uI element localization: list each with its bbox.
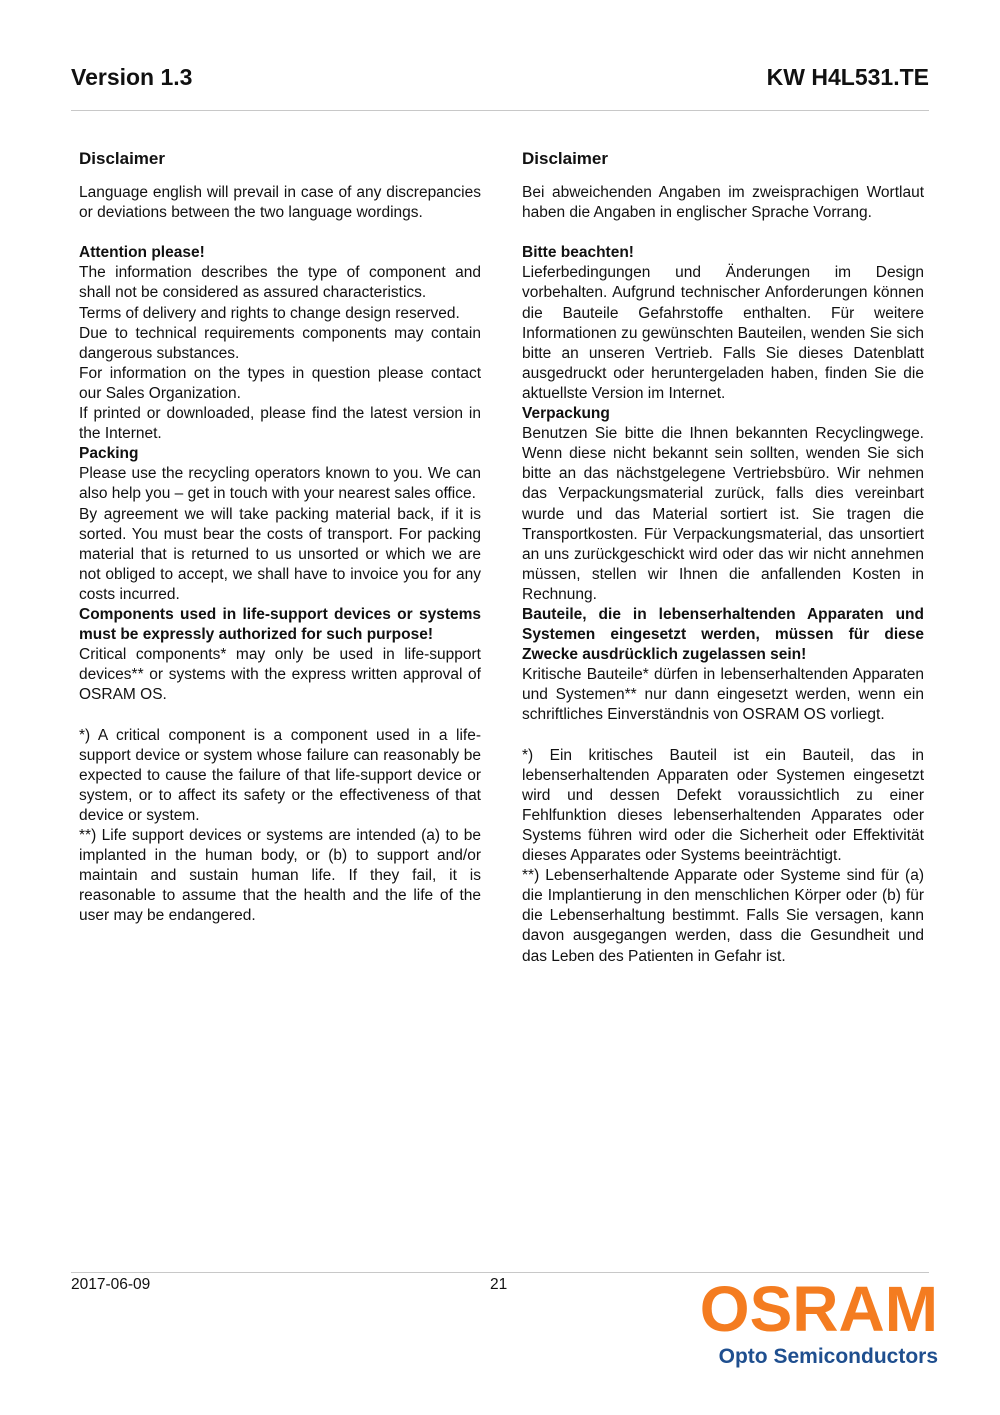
attention-paragraph: Due to technical requirements components may contain dangerous substances. [79,324,481,362]
life-support-heading: Bauteile, die in lebenserhaltenden Apparaten und Systemen eingesetzt werden, müssen für diese Zwecke ausdrücklich zugelassen sein! [522,605,924,664]
part-number: KW H4L531.TE [766,64,929,90]
logo-tagline: Opto Semiconductors [718,1345,938,1368]
page-number: 21 [490,1276,508,1293]
life-support-paragraph: Kritische Bauteile* dürfen in lebenserhaltenden Apparaten und Systemen** nur dann eingesetzt werden, wenn ein schriftliches Einverständnis von OSRAM OS vorliegt. [522,666,924,724]
attention-heading: Attention please! [79,244,205,262]
life-support-paragraph: Critical components* may only be used in life-support devices** or systems with the express written approval of OSRAM OS. [79,646,481,704]
disclaimer-title: Disclaimer [79,149,165,168]
attention-paragraph: Terms of delivery and rights to change design reserved. [79,304,460,322]
packing-heading: Packing [79,445,139,463]
attention-paragraph: Lieferbedingungen und Änderungen im Design vorbehalten. Aufgrund technischer Anforderungen können die Bauteile Gefahrstoffe enthalten. Für weitere Informationen zu gewünschten Bauteilen, wenden Sie sich bitte an unseren Vertrieb. Falls Sie dieses Datenblatt ausgedruckt oder heruntergeladen haben, finden Sie die aktuellste Version im Internet. [522,264,924,402]
attention-paragraph: For information on the types in question please contact our Sales Organization. [79,364,481,402]
life-support-device-note: **) Life support devices or systems are intended (a) to be implanted in the human body, or (b) to support and/or maintain and sustain human life. If they fail, it is reasonable to assume that the health and the life of the user may be endangered. [79,827,481,925]
life-support-heading: Components used in life-support devices or systems must be expressly authorized for such purpose! [79,605,481,644]
footer-date: 2017-06-09 [71,1276,151,1293]
logo-brand: OSRAM [699,1273,938,1345]
page-header [71,64,929,96]
attention-paragraph: The information describes the type of component and shall not be considered as assured characteristics. [79,264,481,302]
version-label: Version 1.3 [71,64,193,90]
packing-paragraph: Please use the recycling operators known to you. We can also help you – get in touch with your nearest sales office. [79,465,481,503]
attention-heading: Bitte beachten! [522,244,634,262]
language-intro: Language english will prevail in case of any discrepancies or deviations between the two language wordings. [79,184,481,222]
critical-component-note: *) A critical component is a component used in a life-support device or system whose failure can reasonably be expected to cause the failure of that life-support device or system, or to affect its safety or the effectiveness of that device or system. [79,726,481,824]
critical-component-note: *) Ein kritisches Bauteil ist ein Bauteil, das in lebenserhaltenden Apparaten oder Systemen eingesetzt wird und dessen Defekt voraussichtlich zu einer Fehlfunktion dieses lebenserhaltenden Apparates oder Systems führen wird oder die Sicherheit oder Effektivität dieses Apparates oder Systems beeinträchtigt. [522,746,924,865]
german-column [522,146,924,967]
attention-paragraph: If printed or downloaded, please find the latest version in the Internet. [79,405,481,443]
life-support-device-note: **) Lebenserhaltende Apparate oder Systeme sind für (a) die Implantierung in den menschlichen Körper oder (b) für die Lebenserhaltung bestimmt. Falls Sie versagen, kann davon ausgegangen werden, dass die Gesundheit und das Leben des Patienten in Gefahr ist. [522,867,924,965]
packing-paragraph: By agreement we will take packing material back, if it is sorted. You must bear the costs of transport. For packing material that is returned to us unsorted or which we are not obliged to accept, we shall have to invoice you for any costs incurred. [79,505,481,603]
header-divider [71,110,929,111]
english-column [79,146,481,926]
packing-heading: Verpackung [522,405,610,423]
disclaimer-title: Disclaimer [522,149,608,168]
osram-logo [676,1274,938,1374]
packing-paragraph: Benutzen Sie bitte die Ihnen bekannten Recyclingwege. Wenn diese nicht bekannt sein sollten, wenden Sie sich bitte an das nächstgelegene Vertriebsbüro. Wir nehmen das Verpackungsmaterial zurück, falls dies vereinbart wurde und das Material sortiert ist. Sie tragen die Transportkosten. Für Verpackungsmaterial, das unsortiert an uns zurückgeschickt wird oder das wir nicht annehmen müssen, stellen wir Ihnen die anfallenden Kosten in Rechnung. [522,425,924,603]
language-intro: Bei abweichenden Angaben im zweisprachigen Wortlaut haben die Angaben in englischer Sprache Vorrang. [522,184,924,222]
